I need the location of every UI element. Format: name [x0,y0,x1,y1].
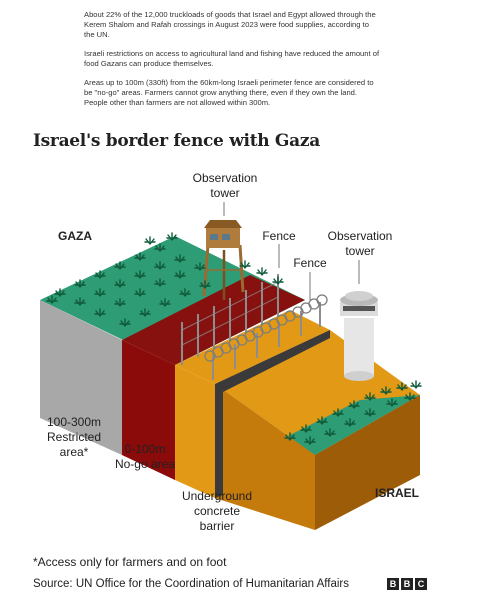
observation-tower-left-label-line2: tower [210,186,240,200]
observation-tower-left-label-line1: Observation [192,171,258,185]
diagram-title: Israel's border fence with Gaza [33,131,320,151]
source-credit: Source: UN Office for the Coordination of Humanitarian Affairs [33,578,349,590]
restricted-area-label-line3: area* [59,445,89,459]
no-go-area-label-line1: 0-100m [124,442,166,456]
bbc-logo-b1: B [387,578,399,590]
barrier-label-line1: Underground [181,489,253,503]
barrier-label-line3: barrier [199,519,235,533]
fence-label-outer: Fence [293,256,327,270]
observation-tower-right [340,291,378,381]
israel-label: ISRAEL [375,486,420,500]
intro-paragraph-1: About 22% of the 12,000 truckloads of goods that Israel and Egypt allowed through the Kerem Shalom and Rafah crossings in August 2023 were food supplies, according to the UN. [84,10,376,39]
bbc-logo-c: C [415,578,427,590]
fence-label-inner: Fence [262,229,296,243]
footnote: *Access only for farmers and on foot [33,555,227,569]
barrier-label-line2: concrete [193,504,241,518]
bbc-logo-b2: B [401,578,413,590]
restricted-area-label-line1: 100-300m [46,415,102,429]
intro-paragraph-3: Areas up to 100m (330ft) from the 60km-long Israeli perimeter fence are considered to be "no-go" areas. Farmers cannot grow anything there, even if they own the land. People other than farmers are not allowed within 300m. [84,78,374,107]
observation-tower-right-label-line2: tower [345,244,375,258]
buffer-zone-face [175,365,215,498]
no-go-area-label-line2: No-go area [114,457,176,471]
bbc-logo [387,578,427,590]
gaza-label: GAZA [58,229,92,243]
restricted-area-label-line2: Restricted [46,430,102,444]
intro-paragraph-2: Israeli restrictions on access to agricultural land and fishing have reduced the amount of food Gazans can produce themselves. [84,49,380,68]
observation-tower-right-label-line1: Observation [327,229,393,243]
